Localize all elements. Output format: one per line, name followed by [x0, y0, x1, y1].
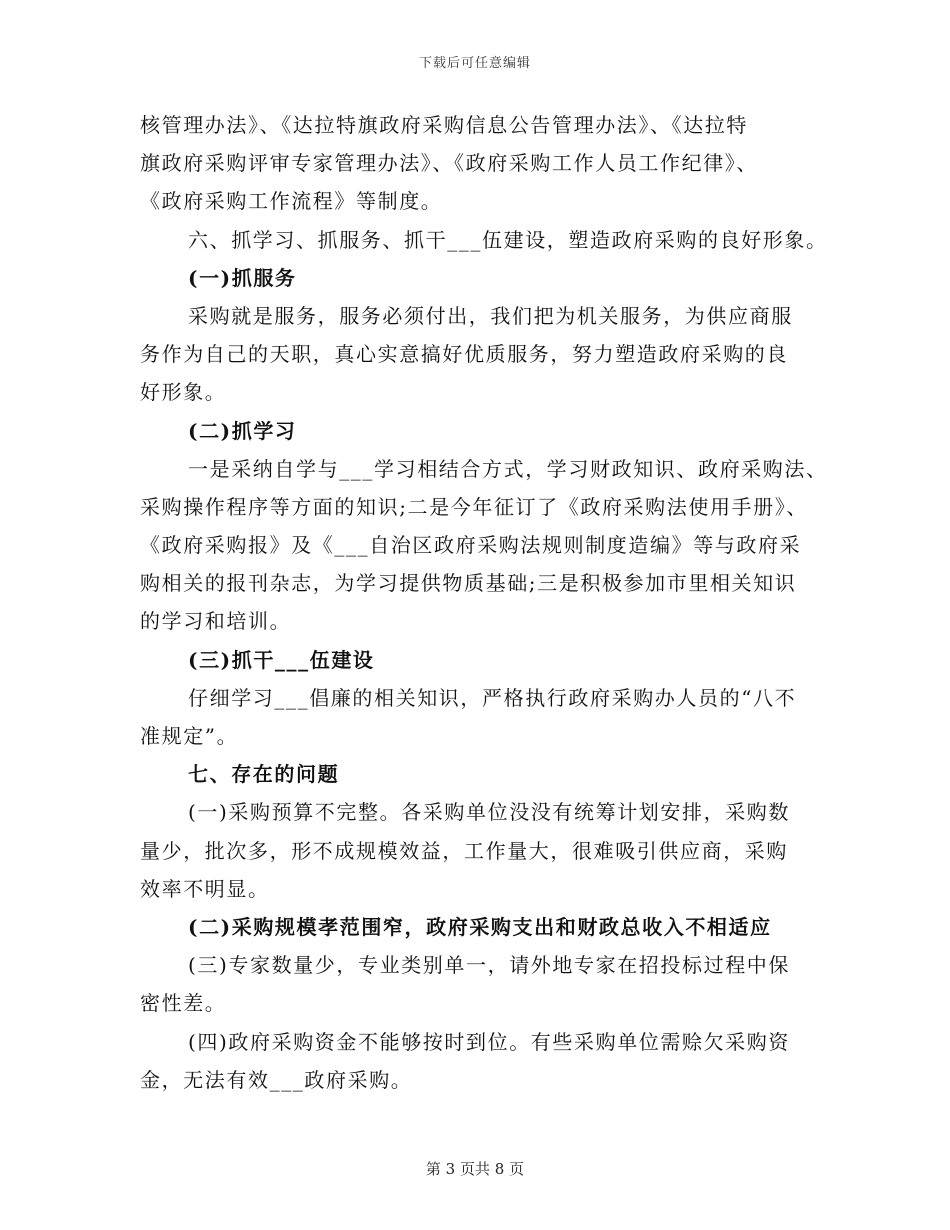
section-heading-line: (二)采购规模孝范围窄，政府采购支出和财政总收入不相适应	[188, 914, 772, 939]
text-line: (三)专家数量少，专业类别单一，请外地专家在招投标过程中保	[188, 953, 791, 978]
document-body	[140, 106, 828, 1099]
text-line: 核管理办法》、《达拉特旗政府采购信息公告管理办法》、《达拉特	[140, 113, 748, 137]
text-line: 仔细学习___倡廉的相关知识，严格执行政府采购办人员的“八不	[188, 685, 797, 710]
text-line: 《政府采购报》及《___自治区政府采购法规则制度造编》等与政府采	[140, 533, 802, 558]
page-header: 下载后可任意编辑	[418, 56, 531, 71]
text-line: (一)采购预算不完整。各采购单位没没有统筹计划安排，采购数	[188, 800, 791, 825]
section-heading-line: 七、存在的问题	[188, 762, 340, 787]
text-line: 务作为自己的天职，真心实意搞好优质服务，努力塑造政府采购的良	[140, 342, 788, 367]
text-line: 效率不明显。	[140, 876, 270, 901]
text-line: 采购操作程序等方面的知识;二是今年征订了《政府采购法使用手册》、	[140, 494, 808, 519]
text-line: 一是采纳自学与___学习相结合方式，学习财政知识、政府采购法、	[188, 456, 828, 481]
text-line: 旗政府采购评审专家管理办法》、《政府采购工作人员工作纪律》、	[140, 151, 758, 176]
text-line: (四)政府采购资金不能够按时到位。有些采购单位需赊欠采购资	[188, 1029, 791, 1054]
text-line: 的学习和培训。	[140, 609, 292, 634]
section-heading-line: (二)抓学习	[188, 418, 297, 443]
text-line: 好形象。	[140, 380, 227, 405]
page-footer: 第 3 页共 8 页	[425, 1160, 525, 1178]
text-line: 量少，批次多，形不成规模效益，工作量大，很难吸引供应商，采购	[140, 838, 788, 863]
section-heading-line: (三)抓干___伍建设	[188, 647, 375, 672]
text-line: 密性差。	[140, 991, 227, 1016]
text-line: 金，无法有效___政府采购。	[140, 1067, 413, 1092]
text-line: 六、抓学习、抓服务、抓干___伍建设，塑造政府采购的良好形象。	[188, 227, 828, 252]
text-line: 购相关的报刊杂志，为学习提供物质基础;三是积极参加市里相关知识	[140, 571, 797, 596]
section-heading-line: (一)抓服务	[188, 265, 297, 290]
text-line: 《政府采购工作流程》等制度。	[140, 189, 443, 214]
text-line: 准规定”。	[140, 724, 239, 748]
text-line: 采购就是服务，服务必须付出，我们把为机关服务，为供应商服	[188, 303, 793, 328]
